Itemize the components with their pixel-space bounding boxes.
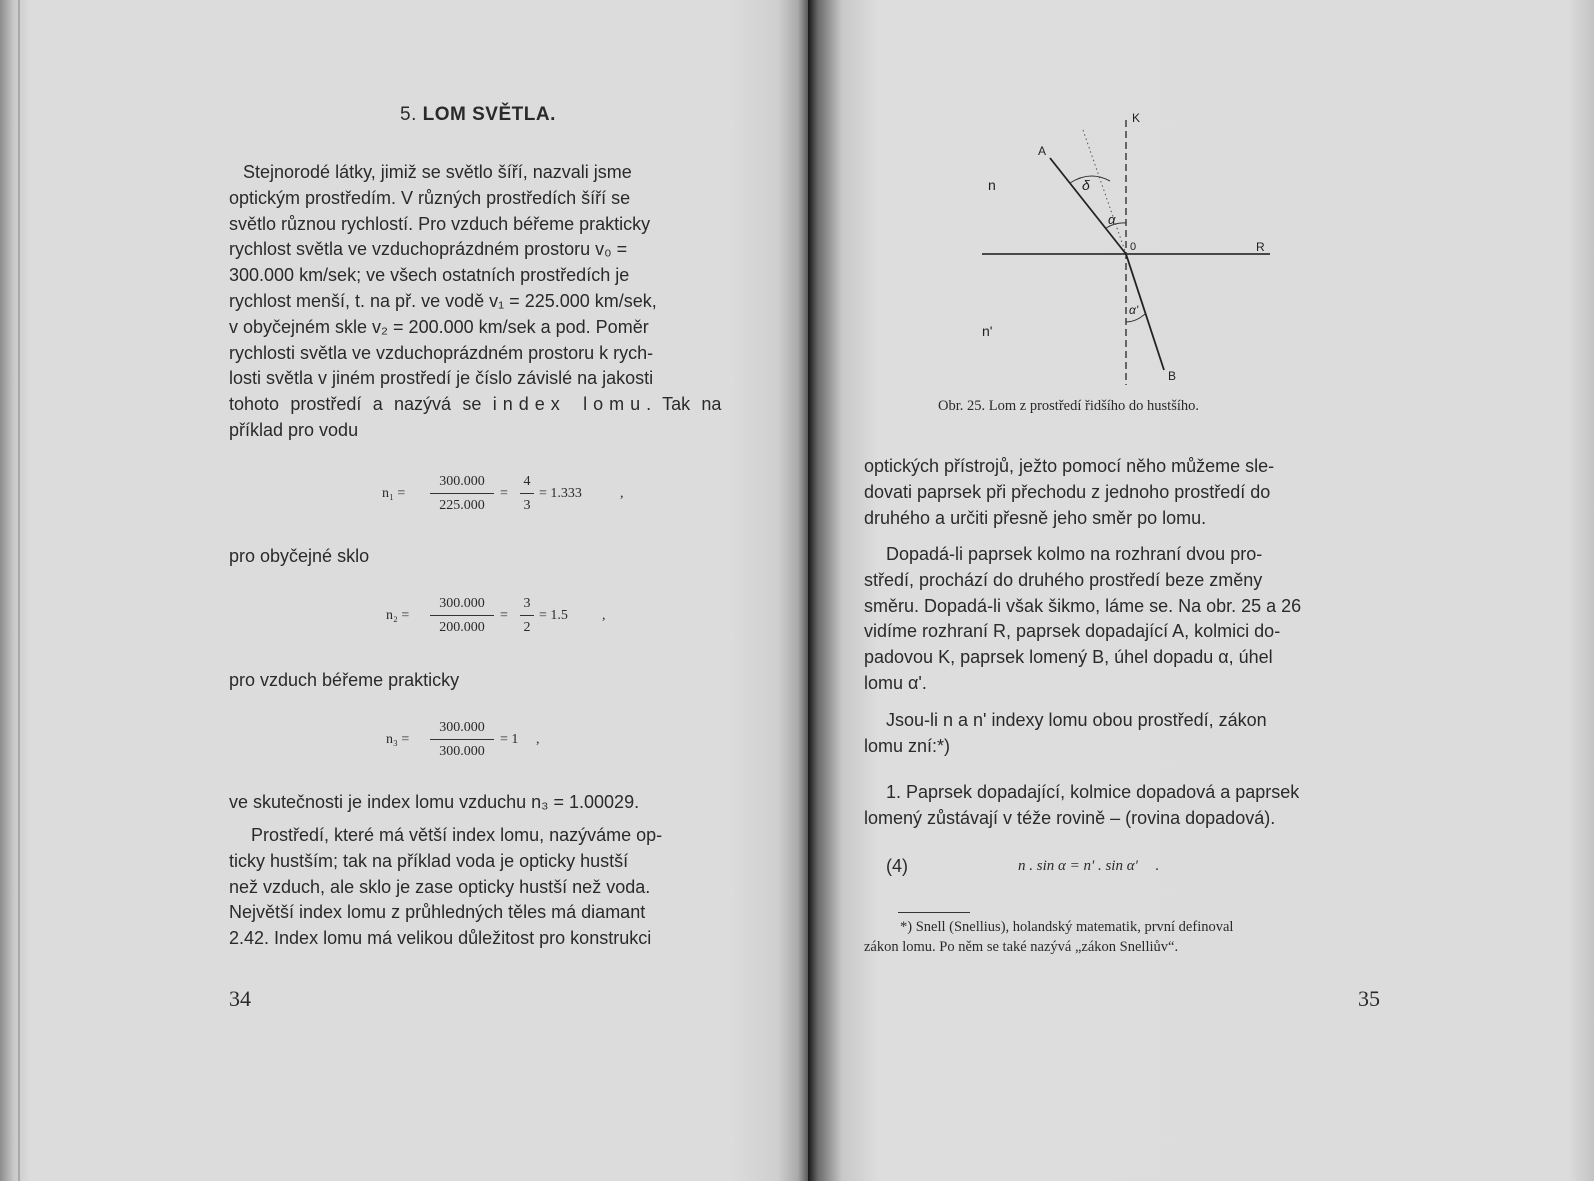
label-glass: pro obyčejné sklo [229,546,370,566]
angle-arc-delta [1070,176,1110,183]
label-alpha: α [1108,212,1116,227]
footnote-line: *) Snell (Snellius), holandský matematik, první definoval [900,919,1234,935]
optics-paragraph [864,454,1396,531]
text-line: Jsou-li n a n' indexy lomu obou prostředí, zákon [886,710,1267,730]
label-O: 0 [1130,241,1137,253]
equation-water [382,470,642,530]
footnote-line: zákon lomu. Po něm se také nazývá „zákon Snelliův“. [864,939,1179,955]
right-page [808,0,1594,1181]
text-line: lomu α'. [864,672,927,693]
page-edge [18,0,20,1181]
eq-denominator-2: 3 [523,498,531,513]
heading-number: 5. [400,104,417,125]
eq-numerator-2: 3 [523,596,531,611]
fraction-bar [430,739,494,740]
text-line: Stejnorodé látky, jimiž se světlo šíří, nazvali jsme [243,162,632,182]
equation-air [386,716,566,776]
eq-result: = 1.333 [539,486,582,501]
eq-denominator: 225.000 [439,498,485,513]
text-line: 1. Paprsek dopadající, kolmice dopadová a paprsek [886,782,1300,802]
spaced-term: index lomu [492,394,647,415]
incident-ray [1050,158,1126,254]
eq-numerator: 300.000 [439,474,485,489]
equation-number: (4) [886,856,908,876]
text-line: vidíme rozhraní R, paprsek dopadající A, kolmici do- [864,621,1281,642]
text-line: lomený zůstávají v téže rovině – (rovina dopadová). [864,807,1276,828]
eq-comma: , [620,486,624,501]
eq-lhs: n₂ = [386,608,410,623]
page-number: 35 [1358,986,1380,1011]
text-line: rychlost světla ve vzduchoprázdném prostoru v₀ = [229,239,628,260]
label-R: R [1256,240,1265,254]
text-line: příklad pro vodu [229,419,359,440]
label-n-prime: n' [982,323,993,339]
label-delta: δ [1082,177,1090,193]
intro-paragraph [229,160,753,444]
text-line-with-term [229,392,753,418]
eq-result: = 1 [500,732,519,747]
text-line: rychlosti světla ve vzduchoprázdném prostoru k rych- [229,342,654,363]
eq-numerator: 300.000 [439,720,485,735]
reality-line: ve skutečnosti je index lomu vzduchu n₃ = 1.00029. [229,792,640,812]
incidence-paragraph [864,542,1396,697]
label-air: pro vzduch béřeme prakticky [229,670,460,690]
text-line: losti světla v jiném prostředí je číslo závislé na jakosti [229,368,654,389]
footnote-rule [898,912,970,913]
label-K: K [1132,111,1141,125]
text-line: lomu zní:*) [864,735,951,756]
label-B: B [1168,369,1177,383]
text-line: 300.000 km/sek; ve všech ostatních prostředích je [229,265,630,286]
text-line: než vzduch, ale sklo je zase opticky hustší než voda. [229,876,651,897]
eq-lhs: n₁ = [382,486,406,501]
text-line: v obyčejném skle v₂ = 200.000 km/sek a pod. Poměr [229,316,649,337]
text-line: ticky hustším; tak na příklad voda je opticky hustší [229,850,629,871]
text-line: Dopadá-li paprsek kolmo na rozhraní dvou pro- [886,544,1263,564]
label-n: n [988,177,996,193]
footnote [864,917,1394,957]
text-line: 2.42. Index lomu má velikou důležitost pro konstrukci [229,928,652,949]
label-A: A [1038,144,1047,158]
eq-lhs: n₃ = [386,732,410,747]
snell-equation [1018,858,1159,875]
eq-result: = 1.5 [539,608,568,623]
figure-caption: Obr. 25. Lom z prostředí řidšího do hustšího. [938,398,1199,414]
text-fragment: tohoto prostředí a nazývá se [229,394,482,415]
index-paragraph [864,708,1396,760]
section-heading [400,104,556,126]
text-line: druhého a určiti přesně jeho směr po lomu. [864,507,1207,528]
eq-denominator: 200.000 [439,620,485,635]
snell-formula: n . sin α = n' . sin α' [1018,858,1138,874]
text-line: padovou K, paprsek lomený B, úhel dopadu α, úhel [864,647,1273,668]
refraction-diagram [958,100,1298,400]
eq-denominator: 300.000 [439,744,485,759]
law-paragraph [864,780,1396,832]
eq-comma: , [602,608,606,623]
text-line: rychlost menší, t. na př. ve vodě v₁ = 225.000 km/sek, [229,290,657,311]
text-line: Největší index lomu z průhledných těles má diamant [229,902,646,923]
text-line: středí, prochází do druhého prostředí beze změny [864,569,1263,590]
text-line: optickým prostředím. V různých prostředích šíří se [229,187,631,208]
fraction-bar [430,615,494,616]
fraction-bar [520,615,534,616]
eq-denominator-2: 2 [523,620,531,635]
eq-equals: = [500,608,508,623]
page-number: 34 [229,986,251,1011]
text-line: Prostředí, které má větší index lomu, nazýváme op- [251,825,663,845]
text-line: světlo různou rychlostí. Pro vzduch béřeme prakticky [229,213,651,234]
density-paragraph [229,823,753,952]
eq-numerator: 300.000 [439,596,485,611]
text-fragment: . Tak na [646,394,722,415]
eq-numerator-2: 4 [523,474,531,489]
eq-comma: , [536,732,540,747]
text-line: optických přístrojů, ježto pomocí něho můžeme sle- [864,456,1275,476]
label-alpha-prime: α' [1129,303,1139,317]
text-line: směru. Dopadá-li však šikmo, láme se. Na obr. 25 a 26 [864,595,1302,616]
eq-equals: = [500,486,508,501]
text-line: dovati paprsek při přechodu z jednoho prostředí do [864,481,1271,502]
fraction-bar [430,493,494,494]
heading-title: LOM SVĚTLA. [422,104,556,125]
equation-glass [386,592,626,652]
fraction-bar [520,493,534,494]
snell-dot: . [1155,858,1160,874]
